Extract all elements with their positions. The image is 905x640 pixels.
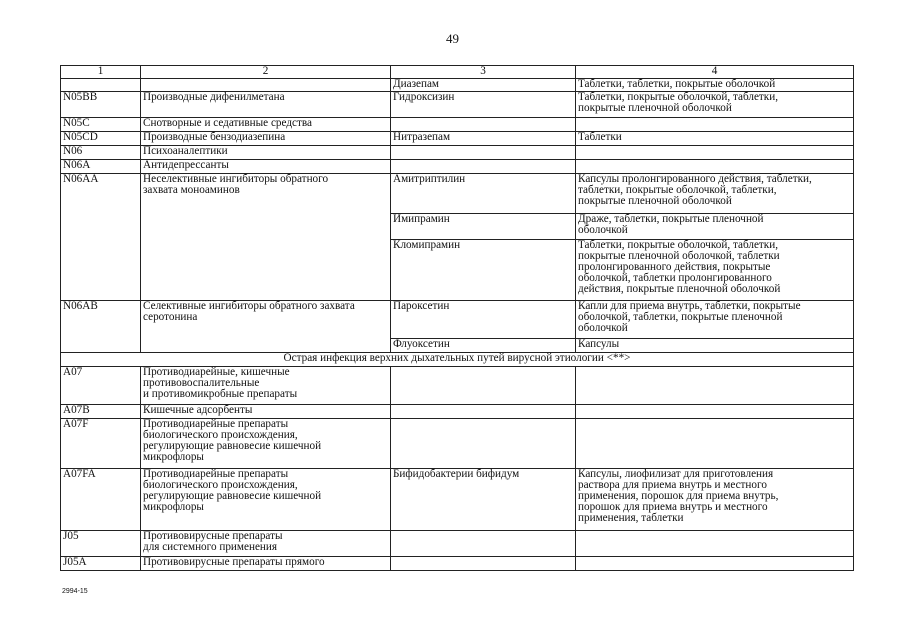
footer-code: 2994-15 bbox=[62, 588, 88, 595]
atc-code-cell: A07FA bbox=[61, 469, 141, 531]
group-cell bbox=[141, 79, 391, 92]
atc-code-cell: A07F bbox=[61, 419, 141, 469]
drug-cell bbox=[391, 557, 576, 571]
group-cell: Противовирусные препараты прямого bbox=[141, 557, 391, 571]
group-cell: Антидепрессанты bbox=[141, 160, 391, 174]
table-row bbox=[61, 557, 854, 571]
drug-cell: Имипрамин bbox=[391, 214, 576, 240]
drug-cell: Бифидобактерии бифидум bbox=[391, 469, 576, 531]
header-row bbox=[61, 66, 854, 79]
table-row bbox=[61, 174, 854, 214]
drug-cell bbox=[391, 118, 576, 132]
atc-code-cell: N05CD bbox=[61, 132, 141, 146]
forms-cell bbox=[576, 557, 854, 571]
forms-cell: Таблетки bbox=[576, 132, 854, 146]
table-row bbox=[61, 367, 854, 405]
atc-code-cell: J05 bbox=[61, 531, 141, 557]
drug-cell bbox=[391, 419, 576, 469]
table-row bbox=[61, 160, 854, 174]
header-col-4: 4 bbox=[576, 66, 854, 79]
group-cell: Селективные ингибиторы обратного захвата серотонина bbox=[141, 301, 391, 353]
group-cell: Противодиарейные препараты биологического происхождения, регулирующие равновесие кишечной микрофлоры bbox=[141, 419, 391, 469]
atc-code-cell: N05C bbox=[61, 118, 141, 132]
forms-cell: Капли для приема внутрь, таблетки, покрытые оболочкой, таблетки, покрытые пленочной оболочкой bbox=[576, 301, 854, 339]
forms-cell: Таблетки, покрытые оболочкой, таблетки, покрытые пленочной оболочкой, таблетки пролонгированного действия, покрытые оболочкой, таблетки пролонгированного действия, покрытые пленочной оболочкой bbox=[576, 240, 854, 301]
table-row bbox=[61, 118, 854, 132]
forms-cell bbox=[576, 419, 854, 469]
table-row bbox=[61, 531, 854, 557]
table-row bbox=[61, 79, 854, 92]
forms-cell bbox=[576, 160, 854, 174]
section-title: Острая инфекция верхних дыхательных путей вирусной этиологии <**> bbox=[61, 353, 854, 367]
forms-cell: Таблетки, таблетки, покрытые оболочкой bbox=[576, 79, 854, 92]
group-cell: Противовирусные препараты для системного применения bbox=[141, 531, 391, 557]
header-col-2: 2 bbox=[141, 66, 391, 79]
drug-cell: Амитриптилин bbox=[391, 174, 576, 214]
page-number: 49 bbox=[446, 31, 459, 46]
forms-cell: Таблетки, покрытые оболочкой, таблетки, покрытые пленочной оболочкой bbox=[576, 92, 854, 118]
drug-cell bbox=[391, 531, 576, 557]
atc-code-cell: A07B bbox=[61, 405, 141, 419]
atc-code-cell: N05BB bbox=[61, 92, 141, 118]
table-row bbox=[61, 92, 854, 118]
group-cell: Противодиарейные препараты биологического происхождения, регулирующие равновесие кишечной микрофлоры bbox=[141, 469, 391, 531]
table-row bbox=[61, 132, 854, 146]
section-row bbox=[61, 353, 854, 367]
atc-code-cell bbox=[61, 79, 141, 92]
table-row bbox=[61, 146, 854, 160]
drug-cell bbox=[391, 146, 576, 160]
group-cell: Снотворные и седативные средства bbox=[141, 118, 391, 132]
table-row bbox=[61, 469, 854, 531]
group-cell: Производные бензодиазепина bbox=[141, 132, 391, 146]
drug-cell: Нитразепам bbox=[391, 132, 576, 146]
drug-cell bbox=[391, 367, 576, 405]
forms-cell bbox=[576, 531, 854, 557]
forms-cell: Капсулы, лиофилизат для приготовления раствора для приема внутрь и местного применения, порошок для приема внутрь, порошок для приема внутрь и местного применения, таблетки bbox=[576, 469, 854, 531]
forms-cell bbox=[576, 367, 854, 405]
drug-cell: Пароксетин bbox=[391, 301, 576, 339]
drug-cell bbox=[391, 405, 576, 419]
drug-table bbox=[60, 65, 854, 571]
table-row bbox=[61, 419, 854, 469]
group-cell: Неселективные ингибиторы обратного захвата моноаминов bbox=[141, 174, 391, 301]
forms-cell bbox=[576, 118, 854, 132]
group-cell: Кишечные адсорбенты bbox=[141, 405, 391, 419]
header-col-3: 3 bbox=[391, 66, 576, 79]
atc-code-cell: N06AA bbox=[61, 174, 141, 301]
forms-cell: Капсулы bbox=[576, 339, 854, 353]
forms-cell bbox=[576, 405, 854, 419]
table-row bbox=[61, 405, 854, 419]
forms-cell: Драже, таблетки, покрытые пленочной оболочкой bbox=[576, 214, 854, 240]
forms-cell bbox=[576, 146, 854, 160]
atc-code-cell: N06A bbox=[61, 160, 141, 174]
group-cell: Производные дифенилметана bbox=[141, 92, 391, 118]
drug-cell: Флуоксетин bbox=[391, 339, 576, 353]
atc-code-cell: A07 bbox=[61, 367, 141, 405]
atc-code-cell: J05A bbox=[61, 557, 141, 571]
forms-cell: Капсулы пролонгированного действия, таблетки, таблетки, покрытые оболочкой, таблетки, покрытые пленочной оболочкой bbox=[576, 174, 854, 214]
group-cell: Противодиарейные, кишечные противовоспалительные и противомикробные препараты bbox=[141, 367, 391, 405]
table-row bbox=[61, 301, 854, 339]
drug-cell: Диазепам bbox=[391, 79, 576, 92]
drug-cell bbox=[391, 160, 576, 174]
drug-cell: Кломипрамин bbox=[391, 240, 576, 301]
header-col-1: 1 bbox=[61, 66, 141, 79]
group-cell: Психоаналептики bbox=[141, 146, 391, 160]
drug-cell: Гидроксизин bbox=[391, 92, 576, 118]
atc-code-cell: N06AB bbox=[61, 301, 141, 353]
atc-code-cell: N06 bbox=[61, 146, 141, 160]
